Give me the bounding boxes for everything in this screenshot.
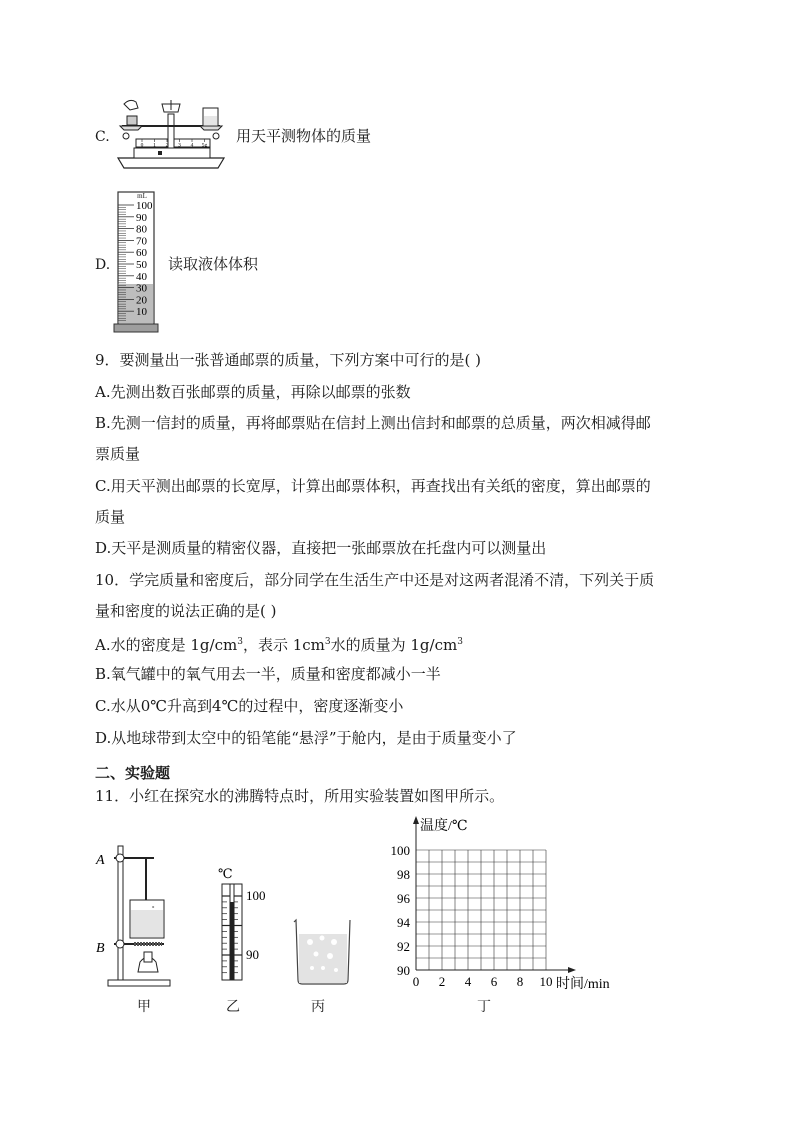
section-title-experiment: 二、实验题: [95, 764, 171, 782]
q9-stem: 9．要测量出一张普通邮票的质量，下列方案中可行的是( ): [95, 351, 482, 369]
label-yi: 乙: [226, 999, 240, 1015]
balance-tick-label: 5g: [201, 142, 208, 149]
cylinder-unit: mL: [137, 192, 147, 200]
cylinder-tick-label: 40: [136, 270, 147, 283]
chart-ylabel: 温度/℃: [420, 819, 468, 834]
option-c-text: 用天平测物体的质量: [236, 127, 372, 145]
q10-a-part2: ，表示 1cm: [242, 636, 325, 654]
svg-text:°: °: [152, 906, 155, 912]
label-b: B: [96, 941, 105, 956]
q10-option-c: C.水从0℃升高到4℃的过程中，密度逐渐变小: [95, 697, 404, 715]
cylinder-tick-label: 90: [136, 211, 147, 224]
chart-y-tick-label: 96: [397, 891, 410, 906]
cylinder-tick-label: 100: [136, 200, 153, 212]
cylinder-tick-label: 50: [136, 259, 147, 271]
chart-y-tick-label: 94: [397, 915, 410, 930]
option-d-text: 读取液体体积: [168, 255, 259, 273]
chart-x-tick-label: 6: [490, 974, 498, 989]
q10-option-a: [95, 632, 463, 655]
q10-a-sup2: 3: [324, 637, 331, 647]
q10-option-b: B.氧气罐中的氧气用去一半，质量和密度都减小一半: [95, 665, 441, 683]
thermo-unit: ℃: [218, 866, 233, 881]
chart-x-tick-label: 4: [464, 974, 472, 989]
cylinder-tick-label: 80: [136, 223, 147, 236]
q10-a-part3: 水的质量为 1g/cm: [330, 636, 458, 654]
chart-x-tick-label: 0: [412, 974, 420, 989]
chart-y-tick-label: 98: [397, 867, 410, 882]
chart-y-tick-label: 90: [397, 963, 410, 978]
thermo-90: 90: [246, 947, 259, 962]
option-c-letter: C.: [95, 129, 110, 145]
balance-tick-label: 1: [153, 142, 156, 149]
q10-a-sup3: 3: [457, 637, 463, 647]
balance-illustration: [112, 96, 232, 176]
q10-a-sup1: 3: [237, 637, 243, 647]
cylinder-tick-label: 70: [136, 235, 147, 248]
cylinder-tick-label: 60: [136, 247, 147, 260]
apparatus-jia: [94, 840, 174, 990]
temperature-time-chart: [370, 812, 624, 992]
label-jia: 甲: [137, 999, 151, 1015]
chart-x-tick-label: 8: [516, 974, 524, 989]
chart-y-tick-label: 92: [397, 939, 410, 954]
beaker-bing: [290, 916, 360, 988]
chart-x-tick-label: 10: [539, 974, 553, 989]
q9-option-c-line1: C.用天平测出邮票的长宽厚，计算出邮票体积，再查找出有关纸的密度，算出邮票的: [95, 477, 651, 495]
balance-tick-label: 4: [190, 142, 194, 149]
graduated-cylinder-illustration: [112, 188, 162, 334]
q10-option-d: D.从地球带到太空中的铅笔能“悬浮”于舱内，是由于质量变小了: [95, 729, 517, 747]
q9-option-d: D.天平是测质量的精密仪器，直接把一张邮票放在托盘内可以测量出: [95, 539, 547, 557]
label-a: A: [96, 853, 105, 868]
balance-tick-label: 0: [140, 142, 144, 149]
q9-option-c-line2: 质量: [95, 508, 126, 526]
label-ding: 丁: [477, 999, 491, 1015]
chart-xlabel: 时间/min: [556, 977, 610, 992]
thermo-100: 100: [246, 888, 266, 903]
q10-stem-line1: 10．学完质量和密度后，部分同学在生活生产中还是对这两者混淆不清，下列关于质: [95, 571, 655, 589]
q9-option-b-line1: B.先测一信封的质量，再将邮票贴在信封上测出信封和邮票的总质量，两次相减得邮: [95, 414, 651, 432]
chart-y-axis-arrow: [413, 816, 419, 824]
chart-x-tick-label: 2: [438, 974, 446, 989]
balance-tick-label: 3: [178, 142, 181, 149]
q10-a-part1: A.水的密度是 1g/cm: [95, 636, 238, 654]
thermometer-yi: [206, 864, 276, 984]
q10-stem-line2: 量和密度的说法正确的是( ): [95, 602, 277, 620]
q9-option-b-line2: 票质量: [95, 445, 141, 463]
q11-stem: 11．小红在探究水的沸腾特点时，所用实验装置如图甲所示。: [95, 787, 505, 805]
q9-option-a: A.先测出数百张邮票的质量，再除以邮票的张数: [95, 383, 411, 401]
cylinder-tick-label: 20: [136, 294, 147, 307]
label-bing: 丙: [311, 999, 325, 1015]
chart-y-tick-label: 100: [390, 843, 410, 858]
cylinder-tick-label: 10: [136, 306, 147, 319]
chart-x-axis-arrow: [568, 967, 576, 973]
cylinder-tick-label: 30: [136, 282, 147, 295]
balance-tick-label: 2: [165, 142, 169, 149]
option-d-letter: D.: [95, 257, 111, 273]
